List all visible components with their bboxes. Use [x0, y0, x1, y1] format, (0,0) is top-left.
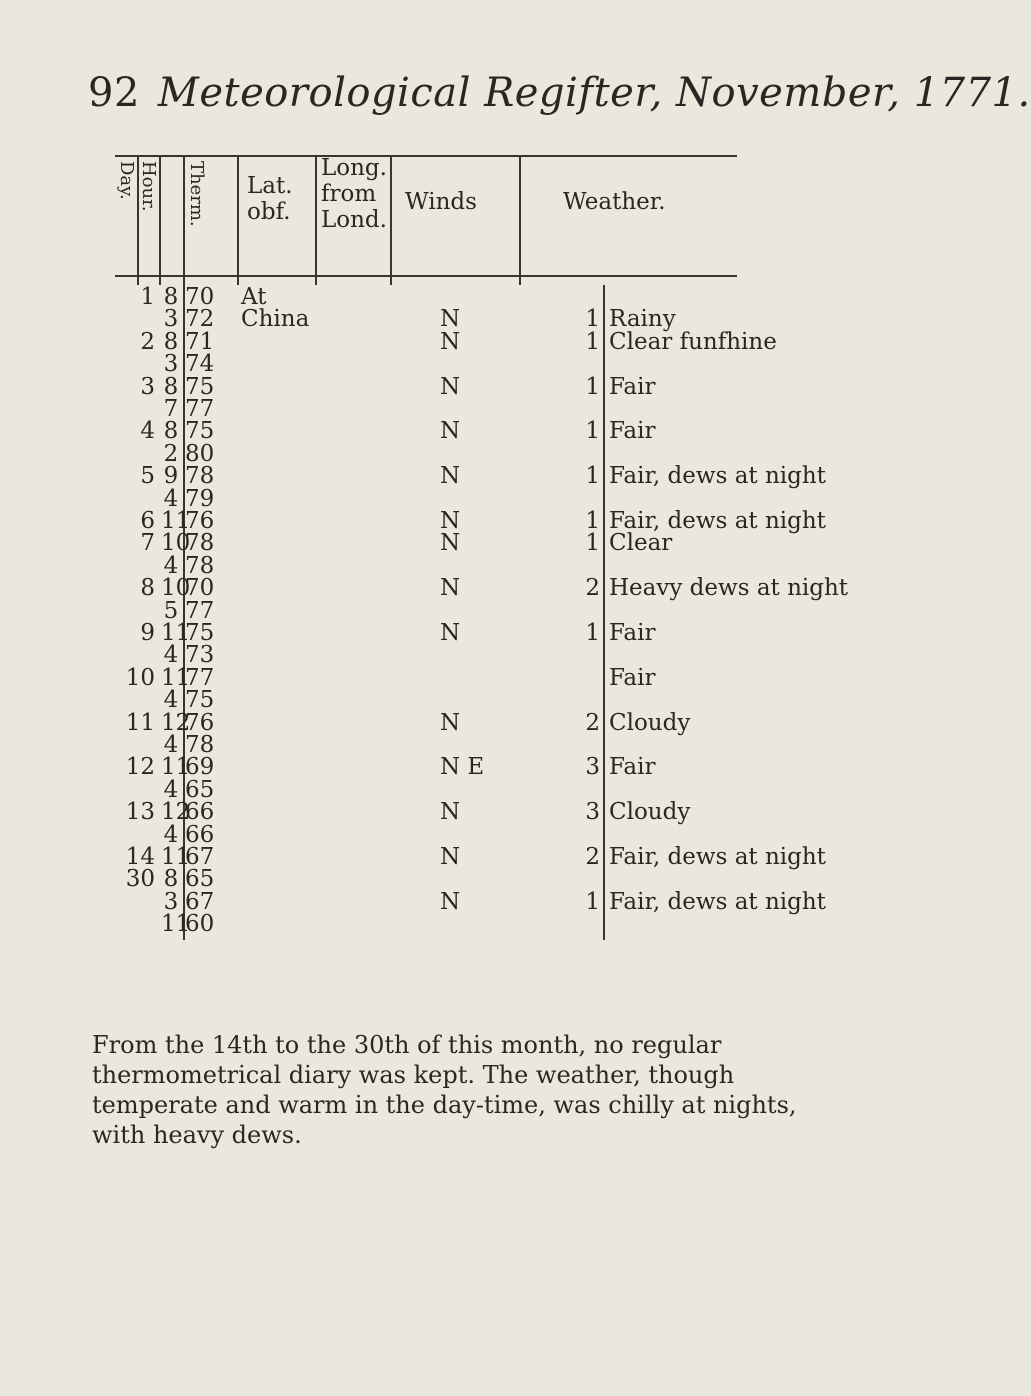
wind-force-cell: 2: [585, 844, 600, 870]
day-cell: 9: [140, 620, 155, 646]
header-therm: Therm.: [186, 161, 207, 227]
wind-force-cell: 1: [585, 508, 600, 534]
therm-cell: 70: [185, 575, 215, 602]
therm-cell: 77: [185, 597, 215, 624]
weather-cell: Fair: [609, 664, 656, 691]
weather-cell: Fair, dews at night: [609, 508, 826, 534]
wind-force-cell: 2: [585, 709, 600, 736]
weather-register-table: [115, 155, 849, 940]
lat-cell: China: [241, 306, 310, 333]
therm-cell: 78: [185, 463, 215, 490]
wind-force-cell: 2: [585, 575, 600, 602]
wind-force-cell: 1: [585, 418, 600, 445]
hour-cell: 4: [163, 552, 179, 579]
therm-cell: 65: [185, 776, 215, 803]
running-head: [88, 70, 1031, 130]
header-lat-line2: obf.: [247, 199, 291, 225]
wind-force-cell: 3: [585, 754, 600, 781]
hour-cell: 4: [163, 687, 179, 714]
hour-cell: 4: [163, 642, 179, 669]
therm-cell: 75: [185, 620, 215, 646]
paragraph-line: From the 14th to the 30th of this month, no regular: [92, 1031, 722, 1059]
hour-cell: 8: [163, 328, 179, 355]
hour-cell: 4: [163, 485, 179, 512]
hour-cell: 4: [163, 776, 179, 803]
hour-cell: 9: [163, 463, 179, 490]
paragraph-line: with heavy dews.: [92, 1121, 302, 1149]
day-cell: 2: [140, 328, 155, 355]
day-cell: 8: [140, 575, 155, 602]
header-lat-line1: Lat.: [247, 173, 293, 199]
lat-cell: At: [241, 284, 267, 310]
weather-cell: Fair, dews at night: [609, 463, 826, 490]
therm-cell: 80: [185, 440, 215, 467]
wind-force-cell: 3: [585, 799, 600, 826]
wind-cell: N: [440, 328, 461, 355]
wind-cell: N: [440, 508, 461, 534]
wind-cell: N: [440, 373, 461, 400]
wind-cell: N: [440, 709, 461, 736]
therm-cell: 71: [185, 328, 215, 355]
hour-cell: 4: [163, 821, 179, 848]
col-sep-winds: [390, 155, 392, 285]
hour-cell: 7: [163, 396, 179, 422]
therm-cell: 65: [185, 866, 215, 893]
day-cell: 3: [140, 373, 155, 400]
hour-cell: 4: [163, 732, 179, 758]
wind-cell: N: [440, 799, 461, 826]
hour-cell: 11: [161, 508, 191, 534]
day-cell: 7: [140, 530, 155, 557]
header-lat: [247, 173, 293, 225]
hour-cell: 3: [163, 351, 179, 378]
wind-cell: N: [440, 306, 461, 333]
wind-cell: N: [440, 620, 461, 646]
therm-cell: 60: [185, 911, 215, 938]
wind-cell: N: [440, 888, 461, 915]
day-cell: 14: [125, 844, 155, 870]
col-sep-lat: [237, 155, 239, 285]
header-long-line2: from: [321, 181, 377, 207]
therm-cell: 73: [185, 642, 215, 669]
wind-force-cell: 1: [585, 463, 600, 490]
therm-cell: 69: [185, 754, 215, 781]
day-cell: 10: [125, 664, 155, 691]
weather-cell: Clear funfhine: [609, 328, 777, 355]
therm-cell: 75: [185, 418, 215, 445]
paragraph-line: thermometrical diary was kept. The weather, though: [92, 1061, 735, 1089]
therm-cell: 75: [185, 687, 215, 714]
wind-cell: N: [440, 844, 461, 870]
weather-cell: Cloudy: [609, 799, 691, 826]
therm-cell: 75: [185, 373, 215, 400]
header-day: Day.: [116, 161, 137, 200]
table-header-rule: [115, 275, 737, 277]
weather-cell: Fair: [609, 373, 656, 400]
wind-cell: N E: [440, 754, 485, 781]
wind-force-cell: 1: [585, 620, 600, 646]
paragraph-line: temperate and warm in the day-time, was chilly at nights,: [92, 1091, 797, 1119]
hour-cell: 8: [163, 418, 179, 445]
day-cell: 4: [140, 418, 155, 445]
wind-force-cell: 1: [585, 328, 600, 355]
page-title: Meteorological Regifter, November, 1771.: [157, 70, 1031, 116]
hour-cell: 2: [163, 440, 179, 467]
weather-cell: Fair: [609, 418, 656, 445]
therm-cell: 67: [185, 844, 215, 870]
weather-cell: Heavy dews at night: [609, 575, 849, 602]
header-long-line3: Lond.: [321, 207, 387, 233]
therm-cell: 78: [185, 530, 215, 557]
hour-cell: 8: [163, 866, 179, 893]
header-winds: Winds: [405, 189, 477, 215]
day-cell: 11: [125, 709, 155, 736]
weather-cell: Clear: [609, 530, 673, 557]
hour-cell: 8: [163, 373, 179, 400]
therm-cell: 66: [185, 799, 215, 826]
closing-paragraph: [92, 1030, 797, 1150]
day-cell: 5: [140, 463, 155, 490]
wind-force-cell: 1: [585, 306, 600, 333]
hour-cell: 12: [161, 709, 191, 736]
weather-cell: Fair, dews at night: [609, 844, 826, 870]
hour-cell: 11: [161, 620, 191, 646]
hour-cell: 8: [163, 284, 179, 310]
hour-cell: 10: [161, 530, 191, 557]
therm-cell: 67: [185, 888, 215, 915]
wind-force-cell: 1: [585, 888, 600, 915]
header-weather: Weather.: [563, 189, 666, 215]
therm-cell: 76: [185, 709, 215, 736]
wind-cell: N: [440, 575, 461, 602]
wind-force-cell: 1: [585, 373, 600, 400]
header-long-line1: Long.: [321, 155, 387, 181]
hour-cell: 10: [161, 575, 191, 602]
weather-cell: Rainy: [609, 306, 676, 333]
therm-cell: 78: [185, 732, 215, 758]
hour-cell: 3: [163, 888, 179, 915]
table-row: [115, 908, 785, 944]
therm-cell: 76: [185, 508, 215, 534]
weather-cell: Fair: [609, 754, 656, 781]
hour-cell: 11: [161, 754, 191, 781]
wind-cell: N: [440, 418, 461, 445]
therm-cell: 66: [185, 821, 215, 848]
hour-cell: 11: [161, 664, 191, 691]
day-cell: 6: [140, 508, 155, 534]
therm-cell: 78: [185, 552, 215, 579]
weather-cell: Fair, dews at night: [609, 888, 826, 915]
wind-cell: N: [440, 463, 461, 490]
therm-cell: 72: [185, 306, 215, 333]
header-hour: Hour.: [138, 161, 159, 212]
wind-cell: N: [440, 530, 461, 557]
hour-cell: 11: [161, 844, 191, 870]
hour-cell: 12: [161, 799, 191, 826]
day-cell: 30: [125, 866, 155, 893]
therm-cell: 74: [185, 351, 215, 378]
weather-cell: Cloudy: [609, 709, 691, 736]
weather-cell: Fair: [609, 620, 656, 646]
day-cell: 13: [125, 799, 155, 826]
day-cell: 1: [140, 284, 155, 310]
col-sep-hour: [159, 155, 161, 285]
col-sep-long: [315, 155, 317, 285]
hour-cell: 11: [161, 911, 191, 938]
table-top-rule: [115, 155, 737, 157]
hour-cell: 5: [163, 597, 179, 624]
therm-cell: 77: [185, 664, 215, 691]
therm-cell: 79: [185, 485, 215, 512]
therm-cell: 70: [185, 284, 215, 310]
col-sep-weather: [519, 155, 521, 285]
header-long: [321, 155, 387, 233]
hour-cell: 3: [163, 306, 179, 333]
page-number: 92: [88, 70, 140, 116]
wind-force-cell: 1: [585, 530, 600, 557]
day-cell: 12: [125, 754, 155, 781]
therm-cell: 77: [185, 396, 215, 422]
